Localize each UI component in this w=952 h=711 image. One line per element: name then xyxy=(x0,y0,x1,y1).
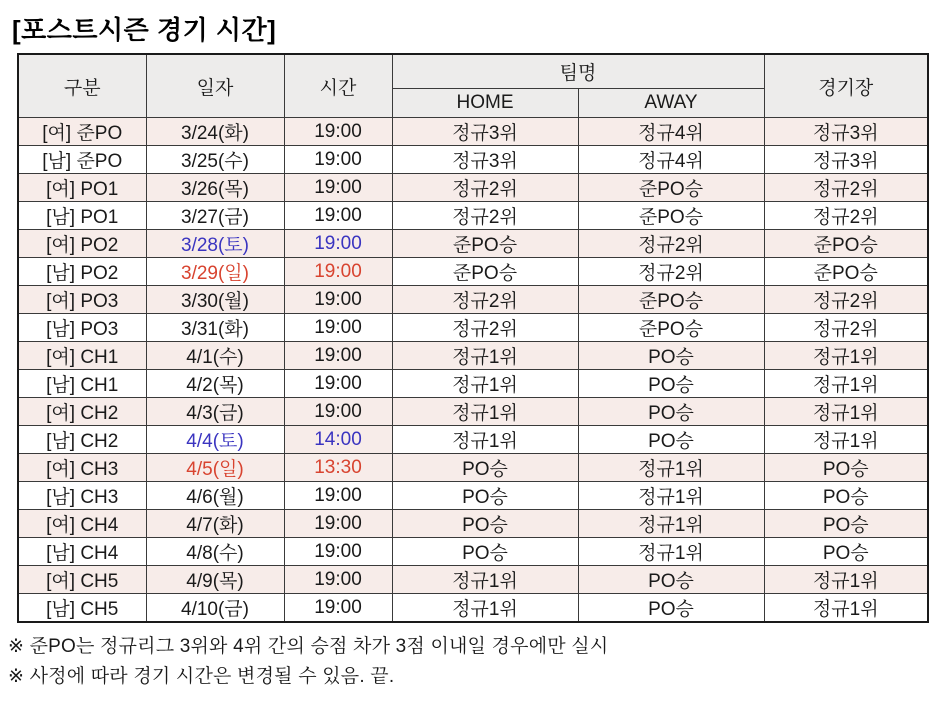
cell-date: 3/26(목) xyxy=(146,174,284,202)
cell-date: 4/8(수) xyxy=(146,538,284,566)
cell-gubun: [여] CH2 xyxy=(18,398,146,426)
cell-time: 19:00 xyxy=(284,230,392,258)
table-row xyxy=(18,118,928,146)
cell-gubun: [남] CH4 xyxy=(18,538,146,566)
footnote-line: ※ 준PO는 정규리그 3위와 4위 간의 승점 차가 3점 이내일 경우에만 실시 xyxy=(8,636,609,657)
cell-time: 19:00 xyxy=(284,146,392,174)
cell-gubun: [여] CH3 xyxy=(18,454,146,482)
cell-date: 3/29(일) xyxy=(146,258,284,286)
table-row xyxy=(18,454,928,482)
cell-gubun: [여] CH1 xyxy=(18,342,146,370)
cell-venue: 정규1위 xyxy=(764,398,928,426)
header-venue: 경기장 xyxy=(764,54,928,118)
cell-home: 정규2위 xyxy=(392,286,578,314)
header-date: 일자 xyxy=(146,54,284,118)
cell-home: PO승 xyxy=(392,482,578,510)
cell-venue: 정규2위 xyxy=(764,174,928,202)
cell-away: 정규1위 xyxy=(578,454,764,482)
cell-away: 준PO승 xyxy=(578,286,764,314)
cell-time: 19:00 xyxy=(284,594,392,623)
cell-away: PO승 xyxy=(578,426,764,454)
table-row xyxy=(18,258,928,286)
cell-time: 19:00 xyxy=(284,286,392,314)
cell-date: 4/9(목) xyxy=(146,566,284,594)
footnote-line: ※ 사정에 따라 경기 시간은 변경될 수 있음. 끝. xyxy=(8,666,395,687)
cell-time: 13:30 xyxy=(284,454,392,482)
schedule-table-body xyxy=(18,118,928,623)
cell-date: 3/28(토) xyxy=(146,230,284,258)
cell-home: 정규2위 xyxy=(392,314,578,342)
table-row xyxy=(18,510,928,538)
table-row xyxy=(18,174,928,202)
cell-venue: 준PO승 xyxy=(764,230,928,258)
cell-venue: 정규1위 xyxy=(764,342,928,370)
cell-time: 19:00 xyxy=(284,258,392,286)
cell-date: 4/7(화) xyxy=(146,510,284,538)
cell-away: 준PO승 xyxy=(578,202,764,230)
cell-date: 4/6(월) xyxy=(146,482,284,510)
cell-date: 4/3(금) xyxy=(146,398,284,426)
cell-date: 3/31(화) xyxy=(146,314,284,342)
table-row xyxy=(18,566,928,594)
cell-away: 정규4위 xyxy=(578,146,764,174)
cell-away: 정규2위 xyxy=(578,258,764,286)
cell-home: 정규1위 xyxy=(392,398,578,426)
cell-away: PO승 xyxy=(578,566,764,594)
cell-date: 4/10(금) xyxy=(146,594,284,623)
cell-away: PO승 xyxy=(578,370,764,398)
cell-time: 19:00 xyxy=(284,202,392,230)
cell-away: 정규1위 xyxy=(578,510,764,538)
header-row-top xyxy=(18,54,928,89)
cell-venue: 정규1위 xyxy=(764,594,928,623)
cell-time: 19:00 xyxy=(284,482,392,510)
cell-venue: PO승 xyxy=(764,538,928,566)
cell-gubun: [남] 준PO xyxy=(18,146,146,174)
cell-date: 3/30(월) xyxy=(146,286,284,314)
table-row xyxy=(18,202,928,230)
table-row xyxy=(18,594,928,623)
cell-gubun: [남] PO3 xyxy=(18,314,146,342)
cell-gubun: [여] PO3 xyxy=(18,286,146,314)
cell-home: 정규1위 xyxy=(392,342,578,370)
table-row xyxy=(18,538,928,566)
cell-time: 19:00 xyxy=(284,538,392,566)
table-row xyxy=(18,146,928,174)
table-row xyxy=(18,286,928,314)
cell-away: PO승 xyxy=(578,398,764,426)
cell-gubun: [여] PO1 xyxy=(18,174,146,202)
cell-time: 19:00 xyxy=(284,118,392,146)
cell-venue: 정규2위 xyxy=(764,314,928,342)
header-gubun: 구분 xyxy=(18,54,146,118)
cell-away: 정규4위 xyxy=(578,118,764,146)
cell-gubun: [남] PO2 xyxy=(18,258,146,286)
cell-time: 14:00 xyxy=(284,426,392,454)
cell-date: 4/4(토) xyxy=(146,426,284,454)
cell-home: 정규1위 xyxy=(392,594,578,623)
table-row xyxy=(18,398,928,426)
cell-venue: 정규3위 xyxy=(764,146,928,174)
footnotes xyxy=(8,632,952,692)
cell-away: 정규1위 xyxy=(578,482,764,510)
cell-away: PO승 xyxy=(578,342,764,370)
cell-home: 정규2위 xyxy=(392,202,578,230)
cell-venue: 정규1위 xyxy=(764,426,928,454)
header-time: 시간 xyxy=(284,54,392,118)
table-row xyxy=(18,230,928,258)
cell-away: 정규1위 xyxy=(578,538,764,566)
cell-gubun: [여] 준PO xyxy=(18,118,146,146)
cell-gubun: [남] PO1 xyxy=(18,202,146,230)
cell-home: PO승 xyxy=(392,510,578,538)
cell-home: 정규1위 xyxy=(392,426,578,454)
cell-home: 준PO승 xyxy=(392,258,578,286)
cell-gubun: [남] CH2 xyxy=(18,426,146,454)
table-row xyxy=(18,314,928,342)
cell-time: 19:00 xyxy=(284,342,392,370)
cell-time: 19:00 xyxy=(284,566,392,594)
cell-away: 준PO승 xyxy=(578,314,764,342)
cell-date: 4/5(일) xyxy=(146,454,284,482)
cell-venue: PO승 xyxy=(764,510,928,538)
cell-date: 3/27(금) xyxy=(146,202,284,230)
cell-home: 정규1위 xyxy=(392,370,578,398)
header-away: AWAY xyxy=(578,89,764,118)
cell-gubun: [남] CH3 xyxy=(18,482,146,510)
cell-away: 준PO승 xyxy=(578,174,764,202)
cell-date: 3/25(수) xyxy=(146,146,284,174)
cell-gubun: [남] CH5 xyxy=(18,594,146,623)
cell-time: 19:00 xyxy=(284,510,392,538)
cell-venue: PO승 xyxy=(764,482,928,510)
cell-home: 정규3위 xyxy=(392,118,578,146)
schedule-table xyxy=(17,53,929,623)
table-row xyxy=(18,370,928,398)
cell-time: 19:00 xyxy=(284,370,392,398)
cell-away: PO승 xyxy=(578,594,764,623)
cell-date: 3/24(화) xyxy=(146,118,284,146)
header-home: HOME xyxy=(392,89,578,118)
cell-venue: 정규3위 xyxy=(764,118,928,146)
page-title: [포스트시즌 경기 시간] xyxy=(12,15,277,45)
cell-time: 19:00 xyxy=(284,174,392,202)
cell-venue: 정규1위 xyxy=(764,370,928,398)
table-row xyxy=(18,342,928,370)
cell-gubun: [여] PO2 xyxy=(18,230,146,258)
cell-date: 4/2(목) xyxy=(146,370,284,398)
cell-venue: PO승 xyxy=(764,454,928,482)
table-row xyxy=(18,426,928,454)
cell-away: 정규2위 xyxy=(578,230,764,258)
cell-venue: 정규2위 xyxy=(764,286,928,314)
cell-gubun: [남] CH1 xyxy=(18,370,146,398)
cell-home: 준PO승 xyxy=(392,230,578,258)
cell-home: PO승 xyxy=(392,538,578,566)
table-row xyxy=(18,482,928,510)
header-team-group: 팀명 xyxy=(392,54,764,89)
cell-gubun: [여] CH4 xyxy=(18,510,146,538)
cell-gubun: [여] CH5 xyxy=(18,566,146,594)
cell-venue: 정규1위 xyxy=(764,566,928,594)
cell-home: 정규3위 xyxy=(392,146,578,174)
cell-home: 정규2위 xyxy=(392,174,578,202)
cell-home: 정규1위 xyxy=(392,566,578,594)
cell-venue: 준PO승 xyxy=(764,258,928,286)
cell-venue: 정규2위 xyxy=(764,202,928,230)
cell-date: 4/1(수) xyxy=(146,342,284,370)
cell-time: 19:00 xyxy=(284,398,392,426)
cell-time: 19:00 xyxy=(284,314,392,342)
cell-home: PO승 xyxy=(392,454,578,482)
